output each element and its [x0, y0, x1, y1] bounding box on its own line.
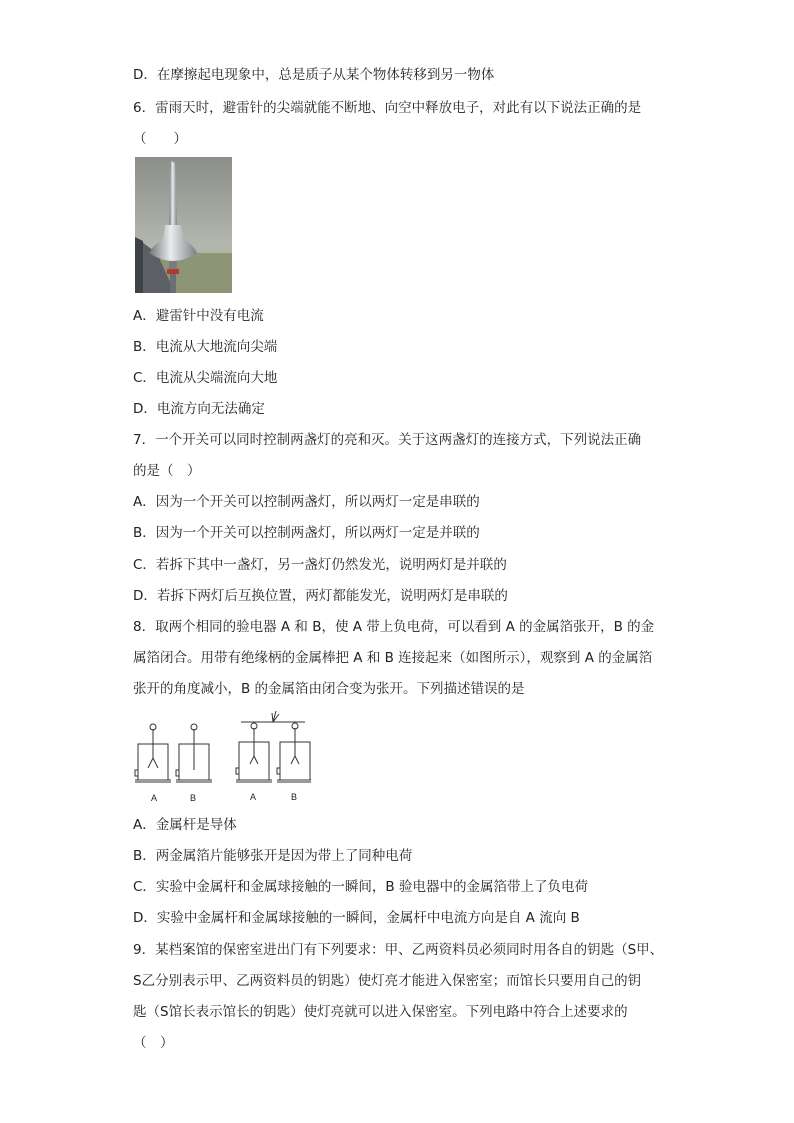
- text-line: （ ）: [133, 131, 187, 147]
- text-line: A．避雷针中没有电流: [133, 308, 264, 324]
- text-line: 的是（ ）: [133, 463, 201, 479]
- text-line: S乙分别表示甲、乙两资料员的钥匙）使灯亮才能进入保密室；而馆长只要用自己的钥: [133, 973, 642, 989]
- figure-label-b: B: [190, 793, 197, 803]
- text-line: B．电流从大地流向尖端: [133, 339, 278, 355]
- figure-label-b: B: [291, 792, 298, 802]
- text-line: 9．某档案馆的保密室进出门有下列要求：甲、乙两资料员必须同时用各自的钥匙（S甲、: [133, 942, 664, 958]
- text-line: D．实验中金属杆和金属球接触的一瞬间，金属杆中电流方向是自 A 流向 B: [133, 910, 580, 926]
- text-line: C．实验中金属杆和金属球接触的一瞬间，B 验电器中的金属箔带上了负电荷: [133, 879, 588, 895]
- text-line: D．在摩擦起电现象中，总是质子从某个物体转移到另一物体: [133, 67, 495, 83]
- text-line: 张开的角度减小，B 的金属箔由闭合变为张开。下列描述错误的是: [133, 681, 525, 697]
- text-line: 7．一个开关可以同时控制两盏灯的亮和灭。关于这两盏灯的连接方式，下列说法正确: [133, 432, 642, 448]
- text-line: B．两金属箔片能够张开是因为带上了同种电荷: [133, 848, 413, 864]
- text-line: （ ）: [133, 1035, 174, 1051]
- text-line: C．若拆下其中一盏灯，另一盏灯仍然发光，说明两灯是并联的: [133, 557, 507, 573]
- electroscope-figure: [133, 708, 311, 808]
- text-line: A．金属杆是导体: [133, 817, 237, 833]
- lightning-rod-photo: [135, 157, 232, 293]
- text-line: 8．取两个相同的验电器 A 和 B，使 A 带上负电荷，可以看到 A 的金属箔张开，B 的金: [133, 619, 655, 635]
- text-line: D．电流方向无法确定: [133, 401, 265, 417]
- text-line: B．因为一个开关可以控制两盏灯，所以两灯一定是并联的: [133, 525, 480, 541]
- text-line: 6．雷雨天时，避雷针的尖端就能不断地、向空中释放电子，对此有以下说法正确的是: [133, 100, 642, 116]
- figure-label-a: A: [151, 793, 158, 803]
- text-line: C．电流从尖端流向大地: [133, 370, 278, 386]
- text-line: A．因为一个开关可以控制两盏灯，所以两灯一定是串联的: [133, 494, 480, 510]
- text-line: D．若拆下两灯后互换位置，两灯都能发光，说明两灯是串联的: [133, 588, 508, 604]
- figure-label-a: A: [250, 792, 257, 802]
- text-line: 属箔闭合。用带有绝缘柄的金属棒把 A 和 B 连接起来（如图所示），观察到 A 的金属箔: [133, 650, 653, 666]
- text-line: 匙（S馆长表示馆长的钥匙）使灯亮就可以进入保密室。下列电路中符合上述要求的: [133, 1004, 628, 1020]
